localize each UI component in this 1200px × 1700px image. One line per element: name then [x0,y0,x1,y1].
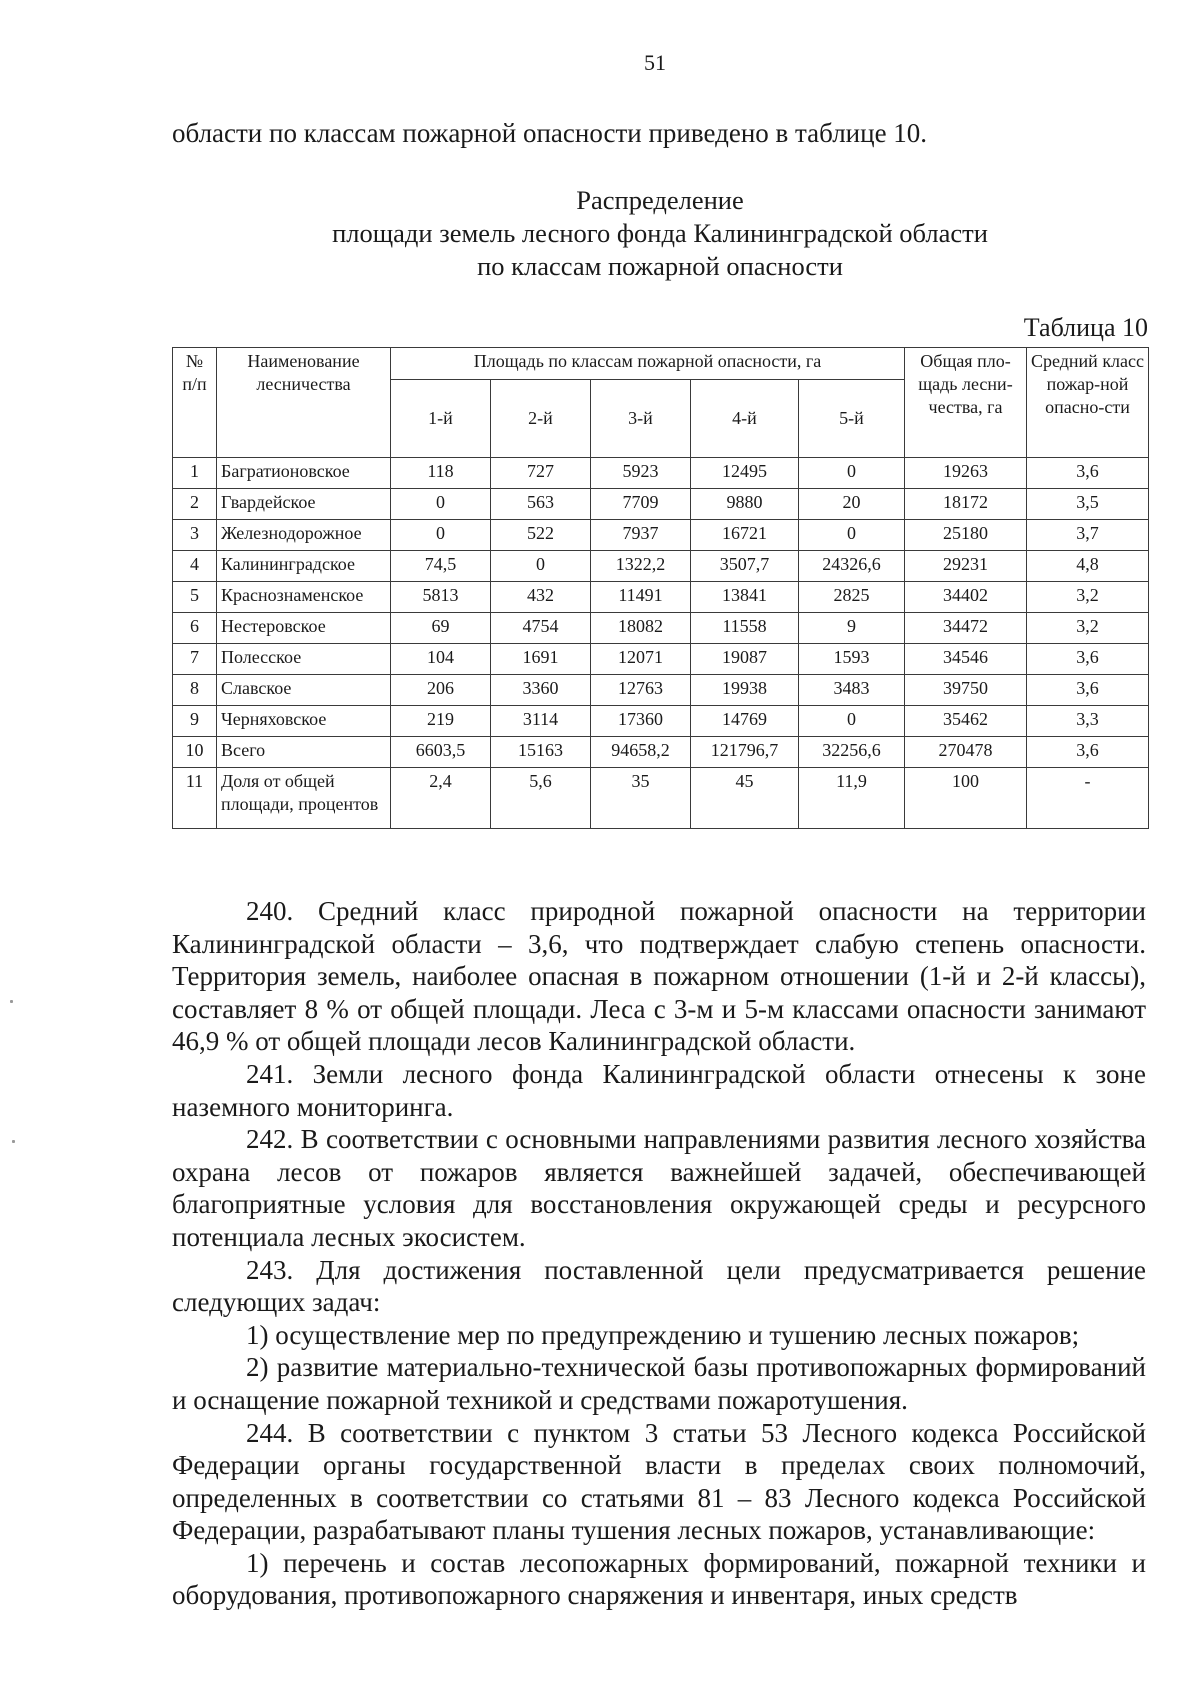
table-cell-c3: 1322,2 [591,551,691,582]
table-cell-name: Славское [217,675,391,706]
table-row [173,737,1149,768]
table-cell-avg: 3,6 [1027,737,1149,768]
table-cell-num: 1 [173,458,217,489]
table-title-line-3: по классам пожарной опасности [477,251,843,281]
table-cell-c2: 522 [491,520,591,551]
table-header-row [173,348,1149,380]
table-cell-num: 2 [173,489,217,520]
table-cell-c1: 6603,5 [391,737,491,768]
table-title-line-1: Распределение [576,185,744,215]
fire-danger-table [172,347,1149,829]
table-cell-num: 10 [173,737,217,768]
table-cell-c1: 118 [391,458,491,489]
paragraph: 244. В соответствии с пунктом 3 статьи 53 Лесного кодекса Российской Федерации органы государственной власти в пределах своих полномочий, определенных в соответствии со статьями 81 – 83 Лесного кодекса Российской Федерации, разрабатывают планы тушения лесных пожаров, устанавливающие: [172,1417,1146,1546]
table-cell-total: 29231 [905,551,1027,582]
table-cell-c1: 69 [391,613,491,644]
table-cell-c3: 12763 [591,675,691,706]
table-cell-name: Полесское [217,644,391,675]
table-cell-c1: 219 [391,706,491,737]
table-cell-c2: 15163 [491,737,591,768]
table-cell-c2: 563 [491,489,591,520]
table-row [173,520,1149,551]
table-cell-c5: 3483 [799,675,905,706]
table-cell-c1: 206 [391,675,491,706]
table-cell-avg: 3,6 [1027,644,1149,675]
table-cell-total: 25180 [905,520,1027,551]
table-cell-avg: 3,2 [1027,613,1149,644]
table-cell-num: 11 [173,768,217,829]
table-cell-c1: 0 [391,489,491,520]
table-cell-total: 34546 [905,644,1027,675]
table-cell-c4: 14769 [691,706,799,737]
table-cell-c3: 18082 [591,613,691,644]
table-cell-name: Гвардейское [217,489,391,520]
table-cell-total: 270478 [905,737,1027,768]
paragraph: 2) развитие материально-технической базы противопожарных формирований и оснащение пожарной техникой и средствами пожаротушения. [172,1352,1146,1415]
table-cell-c4: 13841 [691,582,799,613]
header-class-2: 2-й [491,380,591,458]
table-cell-c2: 727 [491,458,591,489]
table-cell-c4: 9880 [691,489,799,520]
table-cell-name: Калининградское [217,551,391,582]
table-cell-c1: 104 [391,644,491,675]
page-number: 51 [644,50,666,75]
table-cell-c3: 94658,2 [591,737,691,768]
table-cell-c5: 32256,6 [799,737,905,768]
table-cell-c3: 11491 [591,582,691,613]
table-row [173,644,1149,675]
intro-line: области по классам пожарной опасности приведено в таблице 10. [172,118,928,148]
header-num: № п/п [173,348,217,458]
header-class-5: 5-й [799,380,905,458]
table-label: Таблица 10 [1023,313,1148,342]
table-row [173,489,1149,520]
table-cell-avg: - [1027,768,1149,829]
table-cell-c2: 3360 [491,675,591,706]
table-row [173,551,1149,582]
scan-mark [12,1140,15,1143]
table-cell-c5: 20 [799,489,905,520]
paragraph: 241. Земли лесного фонда Калининградской области отнесены к зоне наземного мониторинга. [172,1058,1146,1122]
table-cell-c5: 9 [799,613,905,644]
header-class-3: 3-й [591,380,691,458]
table-cell-c3: 5923 [591,458,691,489]
table-cell-name: Багратионовское [217,458,391,489]
table-cell-c3: 17360 [591,706,691,737]
table-cell-num: 9 [173,706,217,737]
table-cell-num: 6 [173,613,217,644]
table-cell-c4: 11558 [691,613,799,644]
table-title-line-2: площади земель лесного фонда Калининградской области [332,218,988,248]
header-name: Наименование лесничества [217,348,391,458]
table-cell-c2: 5,6 [491,768,591,829]
paragraph: 1) осуществление мер по предупреждению и тушению лесных пожаров; [246,1319,1080,1350]
paragraph: 242. В соответствии с основными направлениями развития лесного хозяйства охрана лесов от пожаров является важнейшей задачей, обеспечивающей благоприятные условия для восстановления окружающей среды и ресурсного потенциала лесных экосистем. [172,1124,1146,1252]
table-row [173,675,1149,706]
table-cell-c3: 7709 [591,489,691,520]
table-cell-c1: 0 [391,520,491,551]
table-cell-num: 5 [173,582,217,613]
table-cell-num: 7 [173,644,217,675]
table-row [173,613,1149,644]
table-cell-c2: 0 [491,551,591,582]
paragraph: 243. Для достижения поставленной цели предусматривается решение следующих задач: [172,1254,1146,1318]
table-cell-avg: 3,6 [1027,675,1149,706]
header-area-group: Площадь по классам пожарной опасности, га [391,348,905,380]
table-cell-c2: 1691 [491,644,591,675]
table-cell-c5: 2825 [799,582,905,613]
table-row [173,582,1149,613]
table-cell-avg: 3,7 [1027,520,1149,551]
table-cell-name: Доля от общей площади, процентов [217,768,391,829]
table-cell-total: 35462 [905,706,1027,737]
table-cell-c5: 0 [799,458,905,489]
header-class-4: 4-й [691,380,799,458]
scan-mark [10,1000,13,1003]
table-cell-avg: 3,3 [1027,706,1149,737]
table-cell-total: 19263 [905,458,1027,489]
table-cell-c1: 74,5 [391,551,491,582]
table-cell-c2: 3114 [491,706,591,737]
paragraph: 240. Средний класс природной пожарной опасности на территории Калининградской области – 3,6, что подтверждает слабую степень опасности. Территория земель, наиболее опасная в пожарном отношении (1-й и 2-й классы), составляет 8 % от общей площади. Леса с 3-м и 5-м классами опасности занимают 46,9 % от общей площади лесов Калининградской области. [172,896,1146,1057]
table-cell-c1: 5813 [391,582,491,613]
table-cell-c4: 3507,7 [691,551,799,582]
paragraph: 1) перечень и состав лесопожарных формирований, пожарной техники и оборудования, противопожарного снаряжения и инвентаря, иных средств [172,1547,1146,1611]
table-cell-total: 34472 [905,613,1027,644]
table-cell-c5: 24326,6 [799,551,905,582]
table-cell-c2: 4754 [491,613,591,644]
table-cell-c1: 2,4 [391,768,491,829]
header-avg: Средний класс пожар-ной опасно-сти [1027,348,1149,458]
table-cell-avg: 4,8 [1027,551,1149,582]
table-cell-c4: 19087 [691,644,799,675]
table-cell-c4: 121796,7 [691,737,799,768]
table-cell-name: Всего [217,737,391,768]
table-cell-c2: 432 [491,582,591,613]
table-cell-avg: 3,5 [1027,489,1149,520]
table-cell-c3: 7937 [591,520,691,551]
table-cell-num: 8 [173,675,217,706]
table-cell-c4: 16721 [691,520,799,551]
table-cell-c4: 12495 [691,458,799,489]
table-cell-c3: 12071 [591,644,691,675]
table-cell-total: 100 [905,768,1027,829]
table-cell-num: 4 [173,551,217,582]
table-row [173,458,1149,489]
table-cell-c5: 1593 [799,644,905,675]
body-text [172,895,1146,1612]
table-cell-name: Черняховское [217,706,391,737]
table-cell-total: 18172 [905,489,1027,520]
table-row [173,768,1149,829]
table-cell-c5: 0 [799,706,905,737]
table-cell-total: 34402 [905,582,1027,613]
table-cell-c4: 19938 [691,675,799,706]
table-title [270,184,1050,283]
header-class-1: 1-й [391,380,491,458]
table-cell-num: 3 [173,520,217,551]
table-row [173,706,1149,737]
table-cell-c5: 0 [799,520,905,551]
table-cell-c5: 11,9 [799,768,905,829]
table-cell-avg: 3,6 [1027,458,1149,489]
table-cell-name: Нестеровское [217,613,391,644]
table-cell-c4: 45 [691,768,799,829]
table-cell-total: 39750 [905,675,1027,706]
table-cell-name: Краснознаменское [217,582,391,613]
table-cell-name: Железнодорожное [217,520,391,551]
table-cell-c3: 35 [591,768,691,829]
table-cell-avg: 3,2 [1027,582,1149,613]
header-total: Общая пло-щадь лесни-чества, га [905,348,1027,458]
